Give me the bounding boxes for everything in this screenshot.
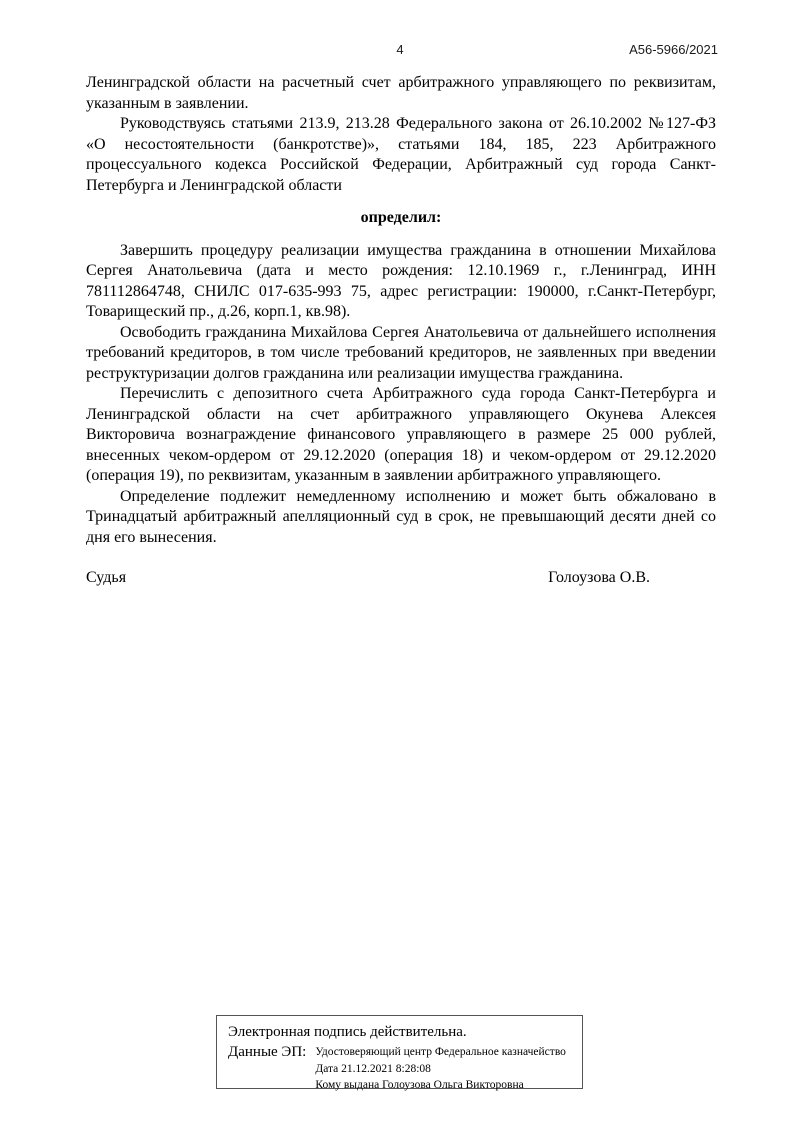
stamp-data-row xyxy=(228,1044,572,1094)
ruling-heading: определил: xyxy=(360,209,442,226)
page-number: 4 xyxy=(396,42,404,57)
signature-stamp xyxy=(216,1015,583,1089)
stamp-detail: Дата 21.12.2021 8:28:08 xyxy=(315,1062,431,1075)
ruling-paragraph: Освободить гражданина Михайлова Сергея Анатольевича от дальнейшего исполнения требований кредиторов, в том числе требований кредиторов, не заявленных при введении реструктуризации долгов гражданина или реализации имущества гражданина. xyxy=(86,323,716,382)
ruling-paragraph: Определение подлежит немедленному исполнению и может быть обжаловано в Тринадцатый арбитражный апелляционный суд в срок, не превышающий десяти дней со дня его вынесения. xyxy=(86,487,716,546)
ruling-paragraph: Перечислить с депозитного счета Арбитражного суда города Санкт-Петербурга и Ленинградской области на счет арбитражного управляющего Окунева Алексея Викторовича вознаграждение финансового управляющего в размере 25 000 рублей, внесенных чеком-ордером от 29.12.2020 (операция 18) и чеком-ордером от 29.12.2020 (операция 19), по реквизитам, указанным в заявлении арбитражного управляющего. xyxy=(86,385,716,484)
judge-name: Голоузова О.В. xyxy=(548,569,650,586)
stamp-validity-text: Электронная подпись действительна. xyxy=(228,1024,467,1040)
continuation-paragraph: Ленинградской области на расчетный счет арбитражного управляющего по реквизитам, указанным в заявлении. xyxy=(86,74,716,112)
stamp-details xyxy=(315,1044,572,1094)
legal-basis-paragraph: Руководствуясь статьями 213.9, 213.28 Федерального закона от 26.10.2002 №127-ФЗ «О несостоятельности (банкротстве)», статьями 184, 185, 223 Арбитражного процессуального кодекса Российской Федерации, Арбитражный суд города Санкт-Петербурга и Ленинградской области xyxy=(86,115,716,194)
stamp-detail: Удостоверяющий центр Федеральное казначейство xyxy=(315,1046,566,1058)
case-number: А56-5966/2021 xyxy=(629,42,718,57)
signature-role-label: Судья xyxy=(86,569,127,586)
stamp-detail: Кому выдана Голоузова Ольга Викторовна xyxy=(315,1079,524,1091)
signature-block xyxy=(86,568,716,589)
stamp-data-label: Данные ЭП: xyxy=(228,1044,307,1060)
ruling-paragraph: Завершить процедуру реализации имущества гражданина в отношении Михайлова Сергея Анатольевича (дата и место рождения: 12.10.1969 г., г.Ленинград, ИНН 781112864748, СНИЛС 017-635-993 75, адрес регистрации: 190000, г.Санкт-Петербург, Товарищеский пр., д.26, корп.1, кв.98). xyxy=(86,241,716,320)
document-body xyxy=(86,73,716,589)
page-header xyxy=(0,42,800,58)
